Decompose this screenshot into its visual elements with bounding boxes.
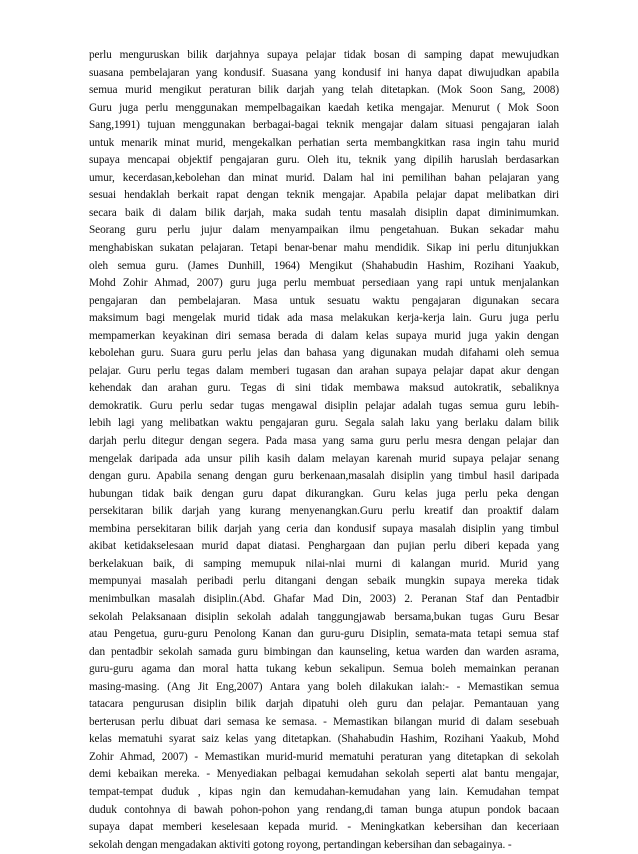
text-line: guru-guru agama dan moral hatta tukang kebun sekalipun. Semua boleh memainkan peranan [89,663,559,676]
text-line: supaya mencapai objektif pengajaran guru. Oleh itu, teknik yang dipilih haruslah berdasarkan [89,154,559,167]
text-line: mengelak daripada ada unsur pilih kasih dalam melayan karenah murid supaya pelajar senang [89,452,559,465]
text-line: kebolehan guru. Suara guru perlu jelas dan bahasa yang digunakan mudah difahami oleh semua [89,347,559,360]
text-line: semua murid mengikut peraturan bilik darjah yang telah ditetapkan. (Mok Soon Sang, 2008) [89,84,559,97]
text-line: sekolah Pelaksanaan disiplin sekolah adalah tanggungjawab bersama,bukan tugas Guru Besar [89,610,559,623]
text-line: demokratik. Guru perlu sedar tugas mengawal disiplin pelajar adalah tugas semua guru lebih- [89,399,559,412]
text-line: demi kebaikan mereka. - Menyediakan pelbagai kemudahan sekolah seperti alat bantu mengajar, [89,768,559,781]
text-line: kelas mematuhi syarat saiz kelas yang ditetapkan. (Shahabudin Hashim, Rozihani Yaakub, Mohd [89,733,559,746]
text-line: pelajar. Guru perlu tegas dalam memberi tugasan dan arahan supaya pelajar dapat akur dengan [89,364,559,377]
text-line: dengan guru. Apabila senang dengan guru berkenaan,masalah disiplin yang timbul hasil daripada [89,470,559,483]
text-line: tempat-tempat duduk , kipas ngin dan kemudahan-kemudahan yang lain. Kemudahan tempat [89,785,559,798]
text-line: Sang,1991) tujuan menggunakan berbagai-bagai teknik mengajar dalam situasi pengajaran ialah [89,119,559,132]
text-line: kehendak dan arahan guru. Tegas di sini tidak membawa maksud autokratik, sebaliknya [89,382,559,395]
text-line: berkelakuan baik, di samping memupuk nilai-nlai murni di kalangan murid. Murid yang [89,557,559,570]
text-line: pengajaran dan pembelajaran. Masa untuk sesuatu waktu pengajaran digunakan secara [89,294,559,307]
text-line: secara baik di dalam bilik darjah, maka sudah tentu masalah disiplin dapat diminimumkan. [89,206,559,219]
text-line: membina persekitaran bilik darjah yang ceria dan kondusif supaya masalah disiplin yang timbul [89,522,559,535]
text-line: menimbulkan masalah disiplin.(Abd. Ghafar Mad Din, 2003) 2. Peranan Staf dan Pentadbir [89,592,559,605]
text-line: supaya dapat memberi keselesaan kepada murid. - Meningkatkan kebersihan dan keceriaan [89,821,559,834]
text-line: Seorang guru perlu jujur dalam menyampaikan ilmu pengetahuan. Bukan sekadar mahu [89,224,559,237]
text-line: persekitaran bilik darjah yang kurang menyenangkan.Guru perlu kreatif dan proaktif dalam [89,505,559,518]
text-line: menghabiskan sukatan pelajaran. Tetapi benar-benar mahu mendidik. Sikap ini perlu ditunjukkan [89,242,559,255]
text-line: masing-masing. (Ang Jit Eng,2007) Antara yang boleh dilakukan ialah:- - Memastikan semua [89,680,559,693]
text-line: tatacara pengurusan disiplin bilik darjah dipatuhi oleh guru dan pelajar. Pemantauan yang [89,698,559,711]
text-line: sesuai hendaklah berkait rapat dengan teknik mengajar. Apabila pelajar dapat melibatkan diri [89,189,559,202]
text-line: Guru juga perlu menggunakan mempelbagaikan kaedah ketika mengajar. Menurut ( Mok Soon [89,101,559,114]
text-line: perlu menguruskan bilik darjahnya supaya pelajar tidak bosan di samping dapat mewujudkan [89,49,559,61]
text-line: untuk menarik minat murid, mengekalkan perhatian serta membangkitkan rasa ingin tahu murid [89,136,559,149]
text-line: lebih lagi yang melibatkan waktu pengajaran guru. Segala salah laku yang berlaku dalam bilik [89,417,559,430]
text-line: darjah perlu ditegur dengan segera. Pada masa yang sama guru perlu mesra dengan pelajar dan [89,435,559,448]
text-line: hubungan tidak baik dengan guru dapat dikurangkan. Guru kelas juga perlu peka dengan [89,487,559,500]
text-line: mempamerkan keyakinan diri semasa berada di dalam kelas supaya murid juga yakin dengan [89,329,559,342]
text-line: suasana pembelajaran yang kondusif. Suasana yang kondusif ini hanya dapat diwujudkan apabila [89,66,559,79]
text-line: akibat ketidakselesaan murid dapat diatasi. Penghargaan dan pujian perlu diberi kepada yang [89,540,559,553]
text-line: atau Pengetua, guru-guru Penolong Kanan dan guru-guru Disiplin, semata-mata tetapi semua staf [89,628,559,641]
text-line: umur, kecerdasan,kebolehan dan minat murid. Dalam hal ini pemilihan bahan pelajaran yang [89,171,559,184]
text-line: oleh semua guru. (James Dunhill, 1964) Mengikut (Shahabudin Hashim, Rozihani Yaakub, [89,259,559,272]
body-text [89,47,559,854]
text-line: Mohd Zohir Ahmad, 2007) guru juga perlu membuat persediaan yang rapi untuk menjalankan [89,277,559,290]
text-line: berterusan perlu dibuat dari semasa ke semasa. - Memastikan bilangan murid di dalam sesebuah [89,715,559,728]
text-line: mempunyai masalah peribadi perlu ditangani dengan sebaik mungkin supaya mereka tidak [89,575,559,588]
text-line: Zohir Ahmad, 2007) - Memastikan murid-murid mematuhi peraturan yang ditetapkan di sekolah [89,750,559,763]
text-line: sekolah dengan mengadakan aktiviti gotong royong, pertandingan kebersihan dan sebagainya. - [89,838,512,851]
text-line: duduk contohnya di bawah pohon-pohon yang rendang,di taman bunga atupun pondok bacaan [89,803,559,816]
text-line: maksimum bagi mengelak murid tidak ada masa melakukan kerja-kerja lain. Guru juga perlu [89,312,559,325]
text-line: dan pentadbir sekolah samada guru bimbingan dan kaunseling, ketua warden dan warden asrama, [89,645,559,658]
